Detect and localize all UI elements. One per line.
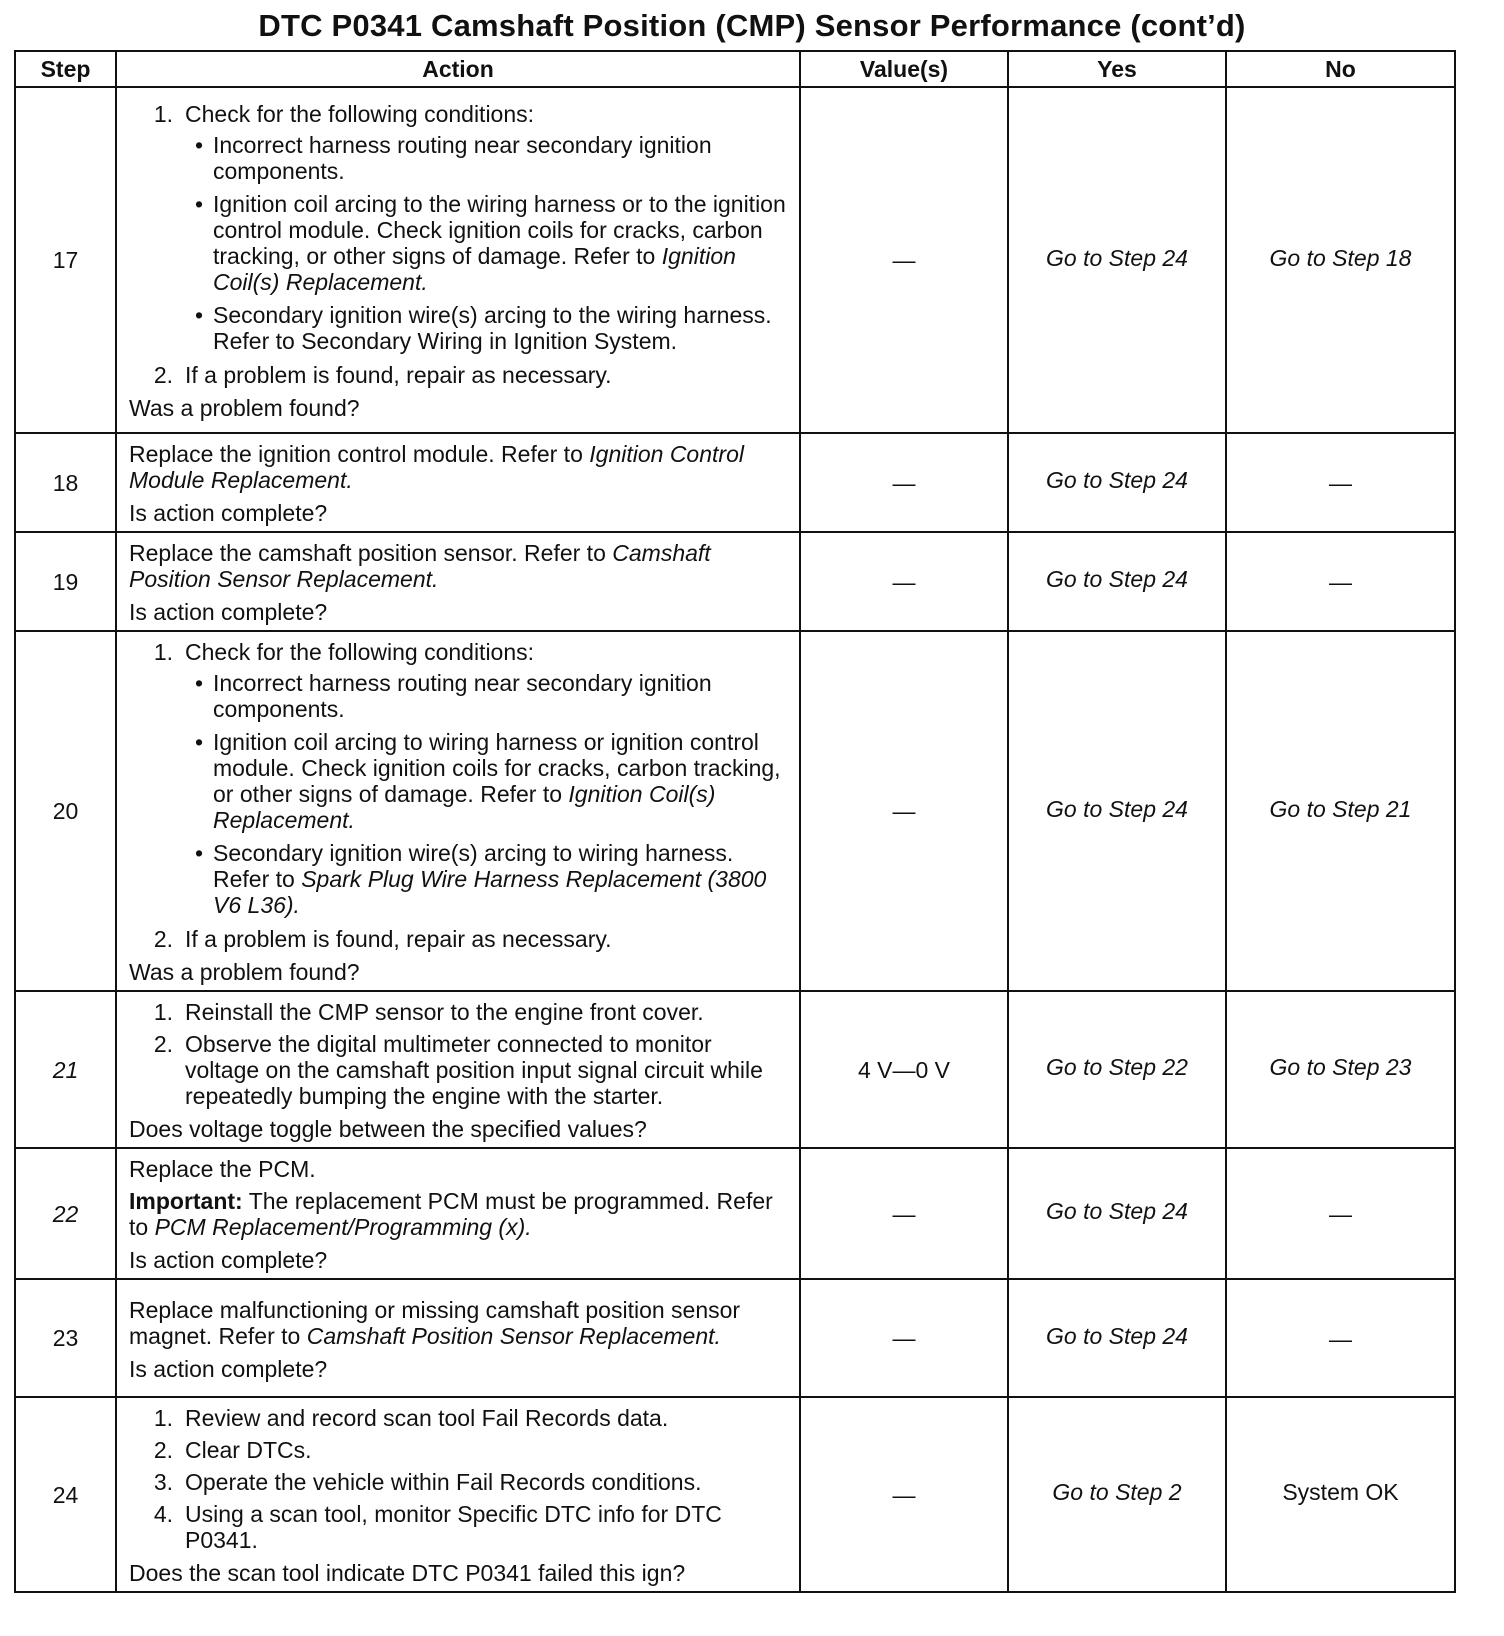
question-text: Is action complete? bbox=[129, 1247, 328, 1273]
bullet-text: Ignition coil arcing to the wiring harness or to the ignition control module. Check ignition coils for cracks, carbon tracking, or other signs of damage. Refer to bbox=[213, 191, 786, 269]
value-cell: — bbox=[800, 1397, 1008, 1592]
list-number: 1. bbox=[153, 101, 173, 127]
bullet-item bbox=[185, 724, 791, 835]
value-cell: — bbox=[800, 631, 1008, 991]
list-item bbox=[129, 1498, 791, 1556]
list-number: 4. bbox=[153, 1501, 173, 1527]
no-value: — bbox=[1226, 1279, 1455, 1397]
step-number: 18 bbox=[15, 433, 116, 532]
question-text: Was a problem found? bbox=[129, 395, 360, 421]
bullet-text: Ignition coil arcing to wiring harness or ignition control module. Check ignition coils for cracks, carbon tracking, or other signs of damage. Refer to bbox=[213, 729, 781, 807]
important-label: Important: bbox=[129, 1188, 243, 1214]
list-text: If a problem is found, repair as necessary. bbox=[185, 926, 612, 952]
question-text: Is action complete? bbox=[129, 1355, 328, 1382]
yes-link[interactable]: Go to Step 24 bbox=[1008, 1279, 1226, 1397]
bullet-text: Incorrect harness routing near secondary ignition components. bbox=[213, 670, 712, 722]
header-yes: Yes bbox=[1008, 51, 1226, 87]
bullet-marker: • bbox=[194, 840, 204, 866]
no-link[interactable]: Go to Step 23 bbox=[1226, 991, 1455, 1148]
action-cell bbox=[116, 631, 800, 991]
list-text: If a problem is found, repair as necessary. bbox=[185, 362, 612, 388]
question-text: Does voltage toggle between the specified values? bbox=[129, 1116, 647, 1142]
table-row bbox=[15, 1279, 1455, 1397]
table-row bbox=[15, 433, 1455, 532]
list-number: 1. bbox=[153, 639, 173, 665]
question-text: Is action complete? bbox=[129, 599, 328, 625]
bullet-item bbox=[185, 186, 791, 297]
list-number: 3. bbox=[153, 1469, 173, 1495]
bullet-item bbox=[185, 297, 791, 356]
table-row bbox=[15, 1397, 1455, 1592]
bullet-marker: • bbox=[194, 729, 204, 755]
table-row bbox=[15, 532, 1455, 631]
step-number: 17 bbox=[15, 87, 116, 433]
list-item bbox=[129, 1466, 791, 1498]
reference-link[interactable]: Camshaft Position Sensor Replacement. bbox=[129, 540, 711, 592]
list-number: 2. bbox=[153, 926, 173, 952]
question-text: Was a problem found? bbox=[129, 959, 360, 985]
action-text: Replace the camshaft position sensor. Refer to bbox=[129, 540, 606, 566]
header-value: Value(s) bbox=[800, 51, 1008, 87]
action-cell bbox=[116, 532, 800, 631]
list-number: 1. bbox=[153, 1405, 173, 1431]
list-number: 2. bbox=[153, 362, 173, 388]
page-title: DTC P0341 Camshaft Position (CMP) Sensor Performance (cont’d) bbox=[258, 8, 1246, 43]
bullet-text: Secondary ignition wire(s) arcing to the wiring harness. Refer to Secondary Wiring in Ignition System. bbox=[213, 302, 772, 354]
step-number: 23 bbox=[15, 1279, 116, 1397]
no-link[interactable]: Go to Step 18 bbox=[1226, 87, 1455, 433]
list-item bbox=[129, 1402, 791, 1434]
value-cell: — bbox=[800, 433, 1008, 532]
action-cell bbox=[116, 1148, 800, 1279]
list-item bbox=[129, 1434, 791, 1466]
list-number: 2. bbox=[153, 1437, 173, 1463]
list-text: Review and record scan tool Fail Records data. bbox=[185, 1405, 669, 1431]
action-cell bbox=[116, 433, 800, 532]
yes-link[interactable]: Go to Step 24 bbox=[1008, 631, 1226, 991]
bullet-item bbox=[185, 665, 791, 724]
bullet-item bbox=[185, 835, 791, 920]
step-number: 20 bbox=[15, 631, 116, 991]
bullet-marker: • bbox=[194, 132, 204, 158]
yes-link[interactable]: Go to Step 24 bbox=[1008, 433, 1226, 532]
important-text: The replacement PCM must be programmed. Refer to bbox=[129, 1188, 773, 1240]
list-number: 2. bbox=[153, 1031, 173, 1057]
reference-link[interactable]: Ignition Control Module Replacement. bbox=[129, 441, 744, 493]
list-text: Reinstall the CMP sensor to the engine front cover. bbox=[185, 999, 704, 1025]
list-text: Clear DTCs. bbox=[185, 1437, 312, 1463]
action-text: Replace the PCM. bbox=[129, 1156, 316, 1182]
list-item bbox=[129, 359, 791, 391]
question-text: Does the scan tool indicate DTC P0341 failed this ign? bbox=[129, 1560, 686, 1586]
no-value: — bbox=[1226, 1148, 1455, 1279]
question-text: Is action complete? bbox=[129, 500, 328, 526]
table-row bbox=[15, 991, 1455, 1148]
action-text: Replace the ignition control module. Refer to bbox=[129, 441, 583, 467]
yes-link[interactable]: Go to Step 24 bbox=[1008, 87, 1226, 433]
no-value: — bbox=[1226, 532, 1455, 631]
list-item bbox=[129, 98, 791, 359]
list-text: Using a scan tool, monitor Specific DTC info for DTC P0341. bbox=[185, 1501, 722, 1553]
list-item bbox=[129, 923, 791, 955]
list-item bbox=[129, 996, 791, 1028]
step-number: 24 bbox=[15, 1397, 116, 1592]
reference-link[interactable]: PCM Replacement/Programming (x). bbox=[154, 1214, 532, 1240]
list-number: 1. bbox=[153, 999, 173, 1025]
list-text: Observe the digital multimeter connected to monitor voltage on the camshaft position input signal circuit while repeatedly bumping the engine with the starter. bbox=[185, 1031, 763, 1109]
bullet-marker: • bbox=[194, 191, 204, 217]
value-cell: — bbox=[800, 1148, 1008, 1279]
yes-link[interactable]: Go to Step 24 bbox=[1008, 1148, 1226, 1279]
action-text: Replace malfunctioning or missing camshaft position sensor magnet. Refer to bbox=[129, 1296, 741, 1349]
no-result: System OK bbox=[1226, 1397, 1455, 1592]
action-cell bbox=[116, 87, 800, 433]
list-text: Check for the following conditions: bbox=[185, 101, 535, 127]
value-cell: 4 V—0 V bbox=[800, 991, 1008, 1148]
step-number: 22 bbox=[15, 1148, 116, 1279]
table-row bbox=[15, 1148, 1455, 1279]
yes-link[interactable]: Go to Step 2 bbox=[1008, 1397, 1226, 1592]
yes-link[interactable]: Go to Step 24 bbox=[1008, 532, 1226, 631]
list-item bbox=[129, 1028, 791, 1112]
reference-link[interactable]: Ignition Coil(s) Replacement. bbox=[213, 243, 736, 295]
reference-link[interactable]: Spark Plug Wire Harness Replacement (3800 V6 L36). bbox=[213, 866, 767, 918]
no-link[interactable]: Go to Step 21 bbox=[1226, 631, 1455, 991]
value-cell: — bbox=[800, 532, 1008, 631]
list-text: Check for the following conditions: bbox=[185, 639, 535, 665]
bullet-marker: • bbox=[194, 670, 204, 696]
header-step: Step bbox=[15, 51, 116, 87]
table-row bbox=[15, 87, 1455, 433]
value-cell: — bbox=[800, 1279, 1008, 1397]
list-text: Operate the vehicle within Fail Records conditions. bbox=[185, 1469, 702, 1495]
step-number: 21 bbox=[15, 991, 116, 1148]
step-number: 19 bbox=[15, 532, 116, 631]
header-row bbox=[15, 51, 1455, 87]
action-cell bbox=[116, 991, 800, 1148]
header-no: No bbox=[1226, 51, 1455, 87]
action-cell bbox=[116, 1397, 800, 1592]
diagnostic-table bbox=[14, 50, 1456, 1593]
value-cell: — bbox=[800, 87, 1008, 433]
reference-link[interactable]: Camshaft Position Sensor Replacement. bbox=[306, 1322, 721, 1349]
table-row bbox=[15, 631, 1455, 991]
reference-link[interactable]: Ignition Coil(s) Replacement. bbox=[213, 781, 716, 833]
yes-link[interactable]: Go to Step 22 bbox=[1008, 991, 1226, 1148]
action-cell bbox=[116, 1279, 800, 1397]
bullet-item bbox=[185, 127, 791, 186]
list-item bbox=[129, 636, 791, 923]
bullet-marker: • bbox=[194, 302, 204, 328]
bullet-text: Secondary ignition wire(s) arcing to wiring harness. Refer to bbox=[213, 840, 734, 892]
header-action: Action bbox=[116, 51, 800, 87]
no-value: — bbox=[1226, 433, 1455, 532]
bullet-text: Incorrect harness routing near secondary ignition components. bbox=[213, 132, 712, 184]
